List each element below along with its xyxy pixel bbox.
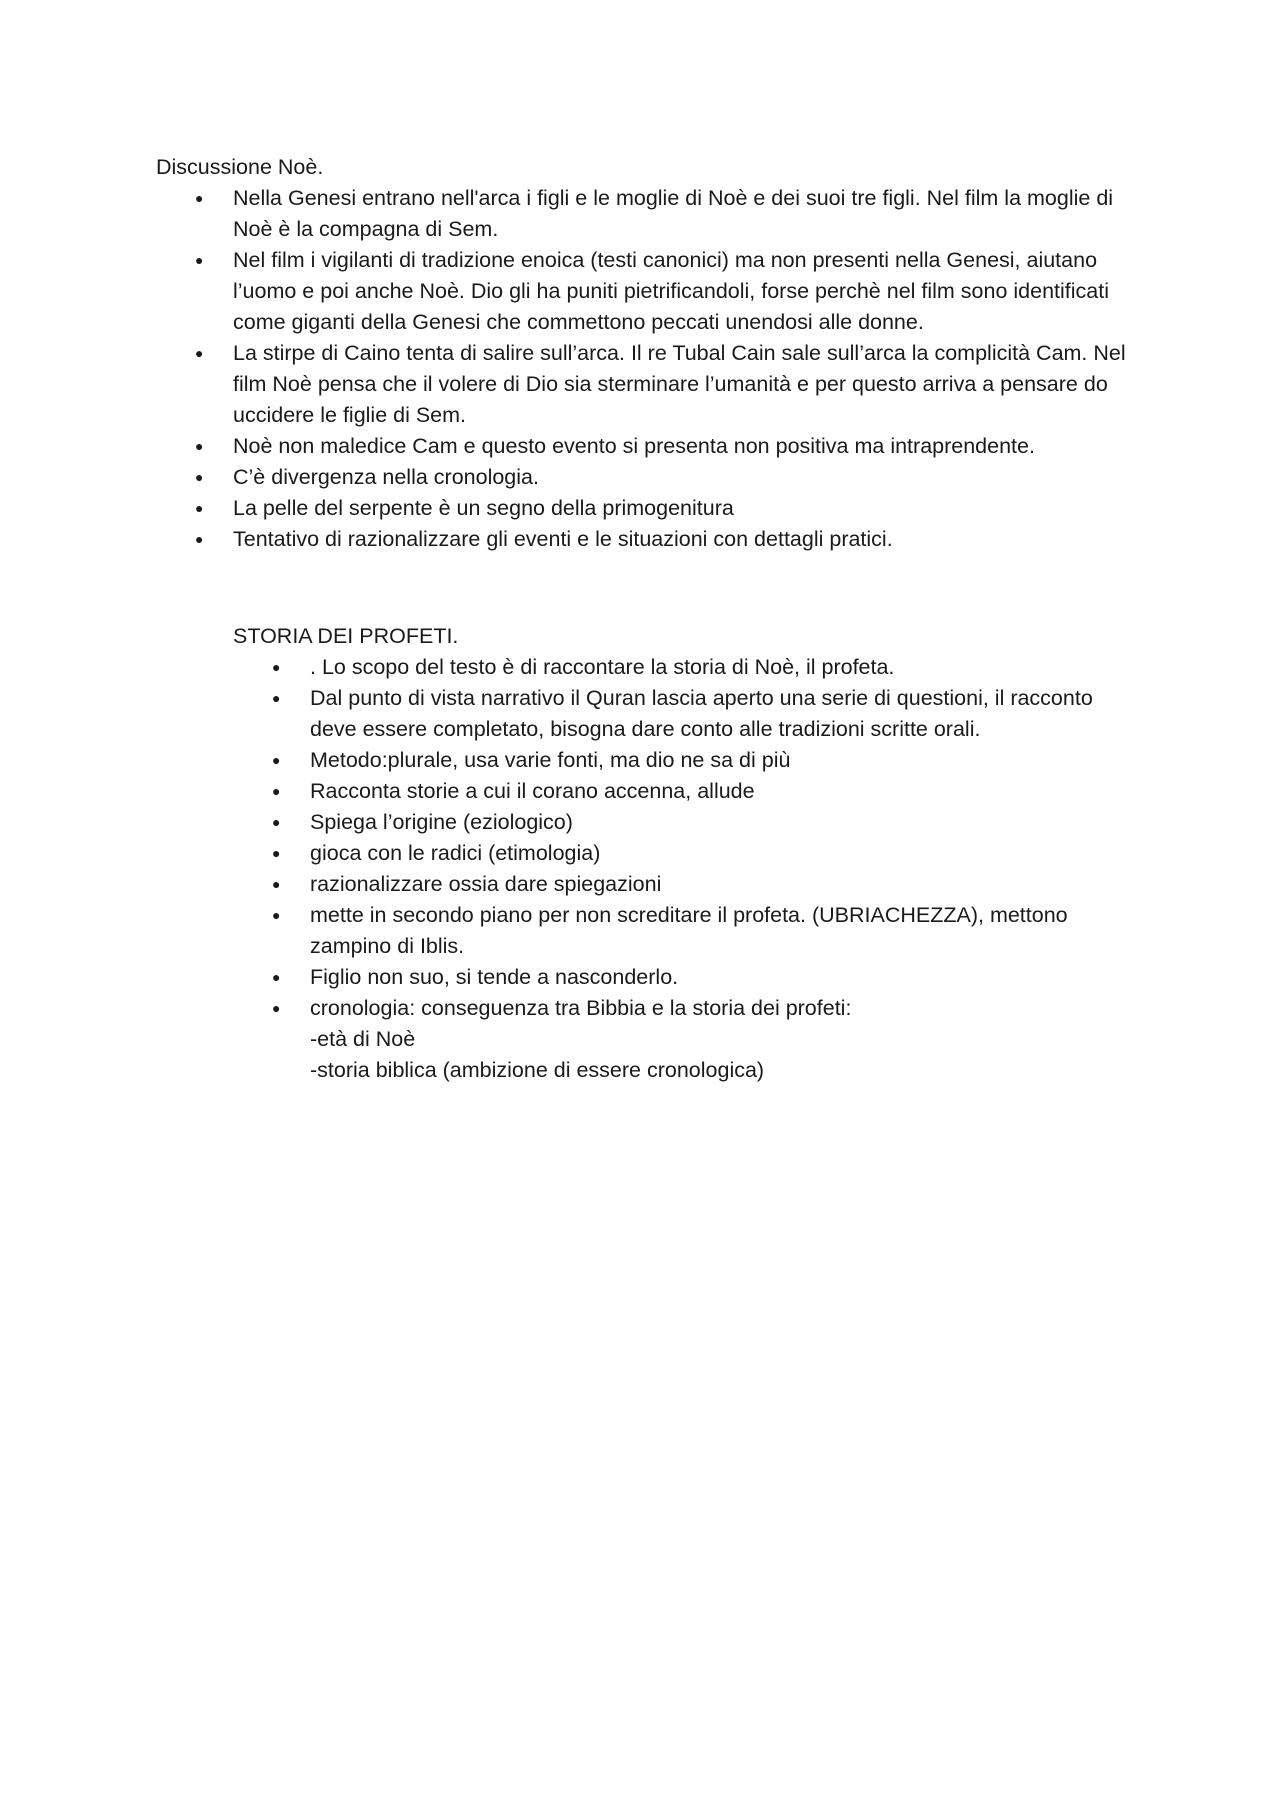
list-item: ● mette in secondo piano per non screditare il profeta. (UBRIACHEZZA), mettono zampino di Iblis. bbox=[310, 900, 1140, 962]
list-item: ● gioca con le radici (etimologia) bbox=[310, 838, 1140, 869]
sub-line-eta-di-noe: -età di Noè bbox=[310, 1027, 416, 1051]
list-item: ● Racconta storie a cui il corano accenna, allude bbox=[310, 776, 1140, 807]
list-item: ● Dal punto di vista narrativo il Quran lascia aperto una serie di questioni, il racconto deve essere completato, bisogna dare conto alle tradizioni scritte orali. bbox=[310, 683, 1140, 745]
list-item: ● Tentativo di razionalizzare gli eventi e le situazioni con dettagli pratici. bbox=[233, 524, 1153, 555]
bullet-icon: ● bbox=[272, 845, 281, 861]
bullet-icon: ● bbox=[272, 969, 281, 985]
bullet-icon: ● bbox=[272, 814, 281, 830]
list-item: ● Noè non maledice Cam e questo evento si presenta non positiva ma intraprendente. bbox=[233, 431, 1153, 462]
list-item: ● . Lo scopo del testo è di raccontare la storia di Noè, il profeta. bbox=[310, 652, 1140, 683]
bullet-icon: ● bbox=[195, 438, 204, 454]
bullet-icon: ● bbox=[195, 500, 204, 516]
list-item: ● C’è divergenza nella cronologia. bbox=[233, 462, 1153, 493]
bullet-icon: ● bbox=[195, 531, 204, 547]
section-title-storia-dei-profeti: STORIA DEI PROFETI. bbox=[233, 624, 459, 648]
bullet-icon: ● bbox=[195, 190, 204, 206]
bullet-icon: ● bbox=[272, 907, 281, 923]
bullet-icon: ● bbox=[272, 1000, 281, 1016]
sub-line-storia-biblica: -storia biblica (ambizione di essere cronologica) bbox=[310, 1058, 765, 1082]
bullet-icon: ● bbox=[272, 783, 281, 799]
bullet-icon: ● bbox=[272, 752, 281, 768]
list-item: ● cronologia: conseguenza tra Bibbia e la storia dei profeti: -età di Noè -storia biblica (ambizione di essere cronologica) bbox=[310, 993, 1140, 1086]
list-item: ● Metodo:plurale, usa varie fonti, ma dio ne sa di più bbox=[310, 745, 1140, 776]
bullet-icon: ● bbox=[195, 252, 204, 268]
bullet-icon: ● bbox=[272, 690, 281, 706]
list-item: ● Figlio non suo, si tende a nasconderlo. bbox=[310, 962, 1140, 993]
storia-profeti-list bbox=[272, 652, 1140, 1086]
noe-discussion-list bbox=[195, 183, 1153, 555]
list-item: ● La stirpe di Caino tenta di salire sull’arca. Il re Tubal Cain sale sull’arca la complicità Cam. Nel film Noè pensa che il volere di Dio sia sterminare l’umanità e per questo arriva a pensare do uccidere le figlie di Sem. bbox=[233, 338, 1153, 431]
list-item: ● Spiega l’origine (eziologico) bbox=[310, 807, 1140, 838]
document-title: Discussione Noè. bbox=[156, 155, 324, 179]
bullet-icon: ● bbox=[272, 876, 281, 892]
list-item: ● La pelle del serpente è un segno della primogenitura bbox=[233, 493, 1153, 524]
list-item: ● razionalizzare ossia dare spiegazioni bbox=[310, 869, 1140, 900]
list-item: ● Nella Genesi entrano nell'arca i figli e le moglie di Noè e dei suoi tre figli. Nel film la moglie di Noè è la compagna di Sem. bbox=[233, 183, 1153, 245]
list-item: ● Nel film i vigilanti di tradizione enoica (testi canonici) ma non presenti nella Genesi, aiutano l’uomo e poi anche Noè. Dio gli ha puniti pietrificandoli, forse perchè nel film sono identificati come giganti della Genesi che commettono peccati unendosi alle donne. bbox=[233, 245, 1153, 338]
bullet-icon: ● bbox=[195, 345, 204, 361]
bullet-icon: ● bbox=[195, 469, 204, 485]
bullet-icon: ● bbox=[272, 659, 281, 675]
